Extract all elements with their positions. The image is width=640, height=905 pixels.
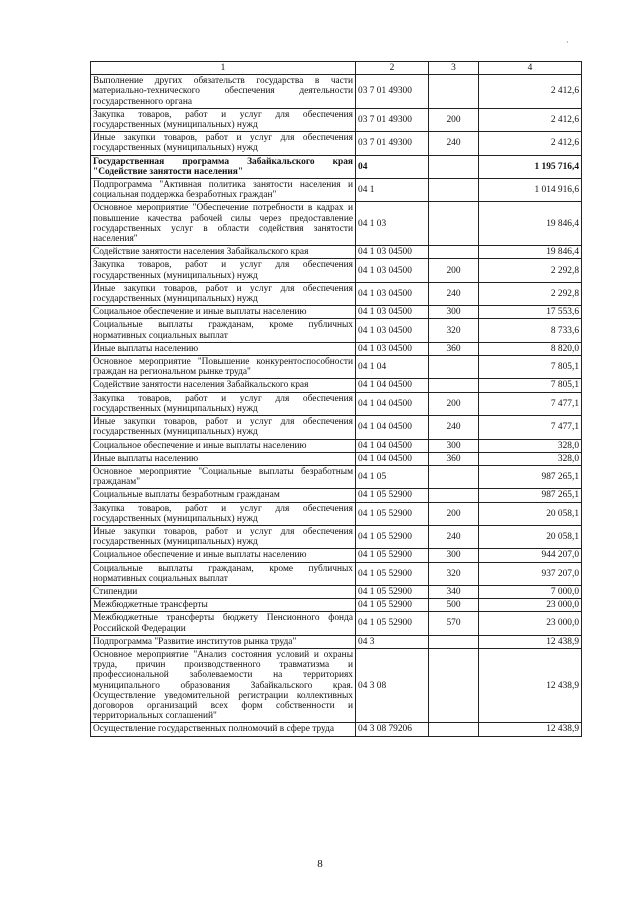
row-name: Межбюджетные трансферты бюджету Пенсионного фонда Российской Федерации	[91, 612, 356, 635]
row-code: 04 1 05 52900	[356, 585, 429, 598]
table-row	[91, 179, 582, 202]
header-col-1: 1	[91, 62, 356, 75]
table-row	[91, 525, 582, 548]
table-row	[91, 356, 582, 379]
row-name: Основное мероприятие "Социальные выплаты безработным гражданам"	[91, 465, 356, 488]
row-code: 03 7 01 49300	[356, 132, 429, 155]
table-row	[91, 585, 582, 598]
row-amount: 2 292,8	[479, 282, 582, 305]
row-amount: 2 412,6	[479, 75, 582, 109]
row-code: 04 1 03 04500	[356, 342, 429, 355]
row-code: 04 1	[356, 179, 429, 202]
row-type: 360	[429, 452, 479, 465]
row-code: 04 1 05 52900	[356, 599, 429, 612]
row-type: 340	[429, 585, 479, 598]
table-row	[91, 439, 582, 452]
row-amount: 944 207,0	[479, 549, 582, 562]
table-row	[91, 562, 582, 585]
row-code: 04 1 05 52900	[356, 489, 429, 502]
header-col-4: 4	[479, 62, 582, 75]
margin-mark: ·	[566, 38, 569, 47]
row-type: 570	[429, 612, 479, 635]
row-name: Основное мероприятие "Повышение конкурентоспособности граждан на региональном рынке труда"	[91, 356, 356, 379]
row-name: Подпрограмма "Развитие институтов рынка труда"	[91, 635, 356, 648]
row-amount: 7 477,1	[479, 392, 582, 415]
row-code: 04	[356, 155, 429, 178]
row-amount: 23 000,0	[479, 612, 582, 635]
row-type: 240	[429, 132, 479, 155]
row-type: 360	[429, 342, 479, 355]
row-amount: 12 438,9	[479, 648, 582, 722]
row-name: Закупка товаров, работ и услуг для обеспечения государственных (муниципальных) нужд	[91, 392, 356, 415]
row-type	[429, 379, 479, 392]
row-name: Основное мероприятие "Обеспечение потребности в кадрах и повышение качества рабочей силы через предоставление государственных услуг в области содействия занятости населения"	[91, 202, 356, 246]
row-amount: 20 058,1	[479, 502, 582, 525]
row-code: 04 1 03	[356, 202, 429, 246]
row-type: 300	[429, 439, 479, 452]
row-name: Социальные выплаты гражданам, кроме публичных нормативных социальных выплат	[91, 562, 356, 585]
row-type	[429, 246, 479, 259]
row-name: Основное мероприятие "Анализ состояния условий и охраны труда, причин производственного травматизма и профессиональной заболеваемости на территориях муниципального образования Забайкальского края. Осуществление уведомительной регистрации коллективных договоров организаций всех форм собственности и территориальных соглашений"	[91, 648, 356, 722]
row-name: Стипендии	[91, 585, 356, 598]
row-type	[429, 356, 479, 379]
table-row	[91, 452, 582, 465]
row-type	[429, 179, 479, 202]
row-name: Иные закупки товаров, работ и услуг для обеспечения государственных (муниципальных) нужд	[91, 416, 356, 439]
row-amount: 937 207,0	[479, 562, 582, 585]
row-type: 200	[429, 108, 479, 131]
table-row	[91, 306, 582, 319]
row-code: 04 1 04 04500	[356, 416, 429, 439]
row-code: 04 3	[356, 635, 429, 648]
table-row	[91, 108, 582, 131]
row-amount: 7 805,1	[479, 379, 582, 392]
row-code: 04 1 04	[356, 356, 429, 379]
table-row	[91, 612, 582, 635]
row-name: Социальное обеспечение и иные выплаты населению	[91, 549, 356, 562]
row-code: 04 3 08	[356, 648, 429, 722]
table-row	[91, 489, 582, 502]
row-amount: 1 195 716,4	[479, 155, 582, 178]
row-amount: 328,0	[479, 439, 582, 452]
row-code: 04 1 05 52900	[356, 549, 429, 562]
row-code: 04 1 04 04500	[356, 452, 429, 465]
row-amount: 7 805,1	[479, 356, 582, 379]
row-name: Иные выплаты населению	[91, 452, 356, 465]
row-code: 04 1 05	[356, 465, 429, 488]
row-name: Государственная программа Забайкальского края "Содействие занятости населения"	[91, 155, 356, 178]
row-type: 500	[429, 599, 479, 612]
row-amount: 2 412,6	[479, 132, 582, 155]
row-name: Осуществление государственных полномочий в сфере труда	[91, 723, 356, 736]
table-row	[91, 259, 582, 282]
row-amount: 328,0	[479, 452, 582, 465]
table-row	[91, 246, 582, 259]
row-type: 240	[429, 416, 479, 439]
row-amount: 987 265,1	[479, 465, 582, 488]
row-type	[429, 489, 479, 502]
row-code: 04 1 03 04500	[356, 282, 429, 305]
row-type: 320	[429, 319, 479, 342]
table-row	[91, 132, 582, 155]
row-code: 04 1 05 52900	[356, 525, 429, 548]
row-name: Социальное обеспечение и иные выплаты населению	[91, 306, 356, 319]
table-row	[91, 202, 582, 246]
row-code: 04 1 03 04500	[356, 319, 429, 342]
row-amount: 12 438,9	[479, 635, 582, 648]
row-type: 300	[429, 306, 479, 319]
row-type: 320	[429, 562, 479, 585]
row-code: 04 1 04 04500	[356, 392, 429, 415]
row-amount: 19 846,4	[479, 202, 582, 246]
row-amount: 17 553,6	[479, 306, 582, 319]
row-code: 04 1 03 04500	[356, 246, 429, 259]
row-amount: 8 733,6	[479, 319, 582, 342]
table-row	[91, 599, 582, 612]
table-row	[91, 416, 582, 439]
row-amount: 7 000,0	[479, 585, 582, 598]
row-type	[429, 648, 479, 722]
row-code: 04 1 03 04500	[356, 306, 429, 319]
row-code: 04 1 05 52900	[356, 612, 429, 635]
row-name: Подпрограмма "Активная политика занятости населения и социальная поддержка безработных граждан"	[91, 179, 356, 202]
row-amount: 12 438,9	[479, 723, 582, 736]
row-type: 240	[429, 282, 479, 305]
row-type: 240	[429, 525, 479, 548]
row-type	[429, 723, 479, 736]
row-code: 04 1 04 04500	[356, 439, 429, 452]
row-name: Выполнение других обязательств государства в части материально-технического обеспечения деятельности государственного органа	[91, 75, 356, 109]
row-amount: 8 820,0	[479, 342, 582, 355]
table-row	[91, 319, 582, 342]
row-amount: 19 846,4	[479, 246, 582, 259]
row-name: Иные закупки товаров, работ и услуг для обеспечения государственных (муниципальных) нужд	[91, 132, 356, 155]
row-amount: 2 292,8	[479, 259, 582, 282]
row-amount: 20 058,1	[479, 525, 582, 548]
table-row	[91, 465, 582, 488]
row-type	[429, 75, 479, 109]
row-name: Закупка товаров, работ и услуг для обеспечения государственных (муниципальных) нужд	[91, 259, 356, 282]
row-type	[429, 155, 479, 178]
row-name: Иные выплаты населению	[91, 342, 356, 355]
row-amount: 987 265,1	[479, 489, 582, 502]
table-row	[91, 75, 582, 109]
table-row	[91, 155, 582, 178]
row-code: 04 1 04 04500	[356, 379, 429, 392]
row-code: 04 1 05 52900	[356, 562, 429, 585]
row-name: Закупка товаров, работ и услуг для обеспечения государственных (муниципальных) нужд	[91, 502, 356, 525]
table-row	[91, 379, 582, 392]
row-type	[429, 635, 479, 648]
row-name: Закупка товаров, работ и услуг для обеспечения государственных (муниципальных) нужд	[91, 108, 356, 131]
row-type	[429, 202, 479, 246]
row-name: Межбюджетные трансферты	[91, 599, 356, 612]
row-name: Социальные выплаты гражданам, кроме публичных нормативных социальных выплат	[91, 319, 356, 342]
table-header-row	[91, 62, 582, 75]
table-row	[91, 282, 582, 305]
budget-table	[90, 61, 582, 737]
table-row	[91, 648, 582, 722]
table-row	[91, 549, 582, 562]
table-row	[91, 342, 582, 355]
row-name: Социальные выплаты безработным гражданам	[91, 489, 356, 502]
row-type	[429, 465, 479, 488]
header-col-2: 2	[356, 62, 429, 75]
row-type: 200	[429, 502, 479, 525]
row-code: 04 3 08 79206	[356, 723, 429, 736]
row-name: Социальное обеспечение и иные выплаты населению	[91, 439, 356, 452]
row-code: 03 7 01 49300	[356, 75, 429, 109]
row-type: 200	[429, 392, 479, 415]
header-col-3: 3	[429, 62, 479, 75]
row-type: 200	[429, 259, 479, 282]
row-amount: 23 000,0	[479, 599, 582, 612]
row-name: Иные закупки товаров, работ и услуг для обеспечения государственных (муниципальных) нужд	[91, 525, 356, 548]
row-code: 04 1 05 52900	[356, 502, 429, 525]
row-code: 03 7 01 49300	[356, 108, 429, 131]
page-number: 8	[317, 858, 323, 870]
row-amount: 1 014 916,6	[479, 179, 582, 202]
table-row	[91, 392, 582, 415]
row-amount: 7 477,1	[479, 416, 582, 439]
table-row	[91, 723, 582, 736]
row-name: Содействие занятости населения Забайкальского края	[91, 246, 356, 259]
row-code: 04 1 03 04500	[356, 259, 429, 282]
table-row	[91, 502, 582, 525]
row-amount: 2 412,6	[479, 108, 582, 131]
table-row	[91, 635, 582, 648]
row-name: Иные закупки товаров, работ и услуг для обеспечения государственных (муниципальных) нужд	[91, 282, 356, 305]
row-name: Содействие занятости населения Забайкальского края	[91, 379, 356, 392]
row-type: 300	[429, 549, 479, 562]
